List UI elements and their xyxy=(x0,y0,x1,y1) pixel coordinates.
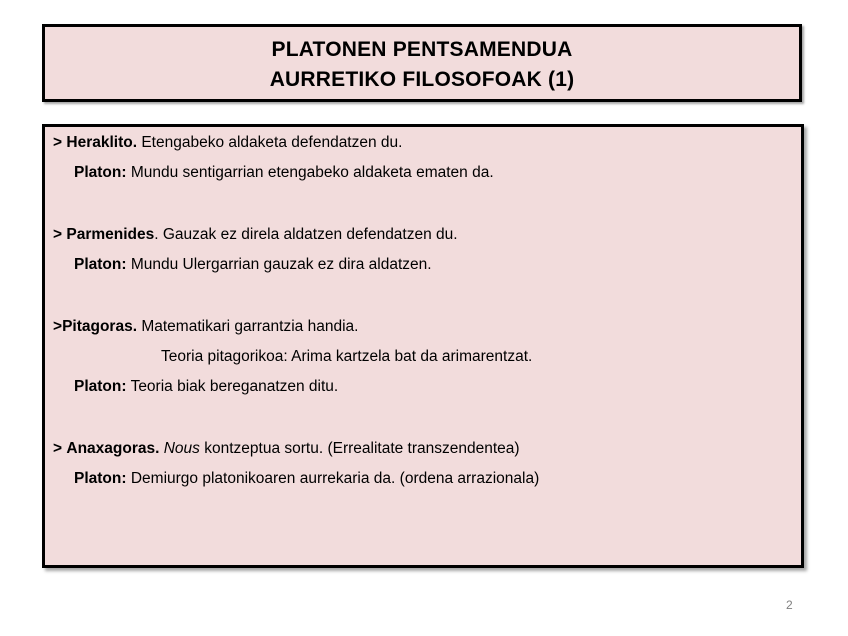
pitagoras-line xyxy=(53,317,358,337)
pitagoras-text: Matematikari garrantzia handia. xyxy=(141,318,359,335)
parmenides-platon-text: Mundu Ulergarrian gauzak ez dira aldatzen. xyxy=(130,256,432,273)
parmenides-platon-line xyxy=(74,255,432,275)
heraklito-platon-text: Mundu sentigarrian etengabeko aldaketa ematen da. xyxy=(130,164,494,181)
page-number: 2 xyxy=(786,598,793,612)
bullet-marker: > xyxy=(53,134,63,151)
platon-label: Platon: xyxy=(74,470,127,487)
slide-title-line-2: AURRETIKO FILOSOFOAK (1) xyxy=(269,68,575,91)
heraklito-text: Etengabeko aldaketa defendatzen du. xyxy=(141,134,403,151)
content-box xyxy=(42,124,804,568)
anaxagoras-text: kontzeptua sortu. (Errealitate transzendentea) xyxy=(204,440,520,457)
anaxagoras-line xyxy=(53,439,520,459)
bullet-marker: > xyxy=(53,440,63,457)
anaxagoras-platon-line xyxy=(74,469,539,489)
platon-label: Platon: xyxy=(74,164,127,181)
philosopher-name-parmenides: Parmenides xyxy=(66,226,155,243)
pitagoras-platon-text: Teoria biak bereganatzen ditu. xyxy=(130,378,339,395)
parmenides-text: . Gauzak ez direla aldatzen defendatzen du. xyxy=(154,226,458,243)
heraklito-line xyxy=(53,133,402,153)
pitagoras-theory-text: Teoria pitagorikoa: Arima kartzela bat da arimarentzat. xyxy=(161,348,533,365)
pitagoras-theory-line xyxy=(161,347,532,367)
bullet-marker: > xyxy=(53,318,63,335)
philosopher-name-heraklito: Heraklito. xyxy=(66,134,138,151)
slide-title-line-1: PLATONEN PENTSAMENDUA xyxy=(271,38,573,61)
title-box xyxy=(42,24,802,102)
philosopher-name-pitagoras: Pitagoras. xyxy=(62,318,138,335)
parmenides-line xyxy=(53,225,458,245)
anaxagoras-platon-text: Demiurgo platonikoaren aurrekaria da. (ordena arrazionala) xyxy=(130,470,540,487)
pitagoras-platon-line xyxy=(74,377,338,397)
philosopher-name-anaxagoras: Anaxagoras. xyxy=(66,440,160,457)
platon-label: Platon: xyxy=(74,256,127,273)
bullet-marker: > xyxy=(53,226,63,243)
platon-label: Platon: xyxy=(74,378,127,395)
nous-term: Nous xyxy=(163,440,200,457)
heraklito-platon-line xyxy=(74,163,494,183)
